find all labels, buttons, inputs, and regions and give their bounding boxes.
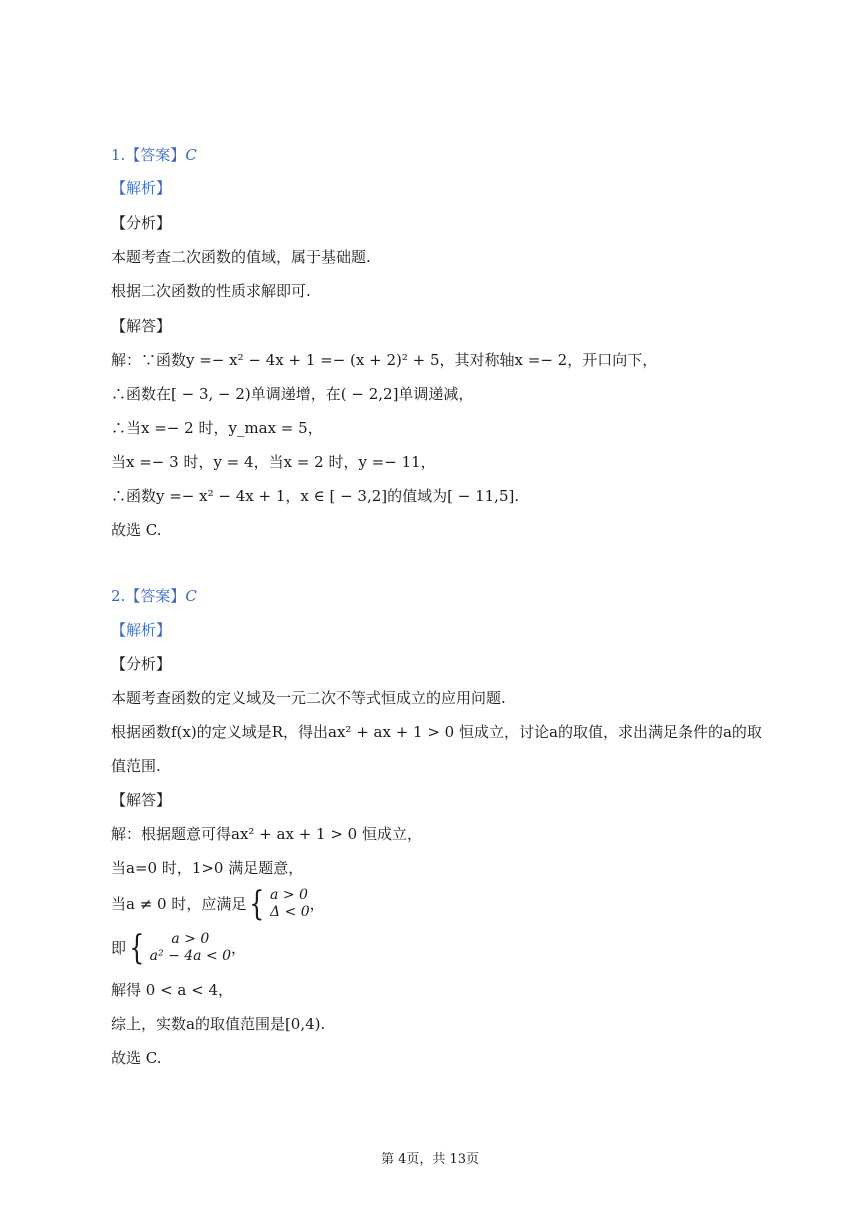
q2-system [150, 931, 231, 965]
q2-jieda-heading: 【解答】 [111, 791, 172, 809]
q2-solution-line6: 综上，实数a的取值范围是[0,4). [111, 1015, 326, 1033]
q1-solution-line4: 当x =− 3 时，y = 4，当x = 2 时，y =− 11， [111, 453, 436, 471]
q2-answer-head: 2.【答案】 [111, 587, 186, 605]
q2-solution-line5: 解得 0 < a < 4， [111, 981, 234, 999]
q1-solution-line2: ∴函数在[ − 3, − 2)单调递增，在( − 2,2]单调递减， [111, 385, 474, 403]
q2-answer [111, 585, 820, 607]
q2-fenxi-line2: 根据函数f(x)的定义域是R，得出ax² + ax + 1 > 0 恒成立，讨论a的取值，求出满足条件的a的取 [111, 723, 762, 741]
q2-fenxi-line1: 本题考查函数的定义域及一元二次不等式恒成立的应用问题. [111, 689, 506, 707]
q2-condition-system [270, 887, 310, 921]
q2-system-b: a² − 4a < 0 [149, 948, 232, 964]
q2-condition-b: Δ < 0 [270, 904, 310, 920]
q1-answer [111, 144, 820, 166]
q2-system-a: a > 0 [171, 931, 210, 947]
q2-solution-line4 [111, 928, 820, 968]
q2-condition-tail: ， [309, 895, 325, 913]
q2-solution-line3 [111, 884, 820, 924]
left-brace-icon: { [249, 884, 265, 924]
q2-solution-line1: 解：根据题意可得ax² + ax + 1 > 0 恒成立， [111, 825, 422, 843]
q2-system-block [111, 928, 247, 968]
q2-solution-line2: 当a=0 时，1>0 满足题意， [111, 859, 304, 877]
q2-fenxi-heading: 【分析】 [111, 655, 172, 673]
q2-jiexi-heading: 【解析】 [111, 621, 172, 639]
q1-solution-line1: 解：∵函数y =− x² − 4x + 1 =− (x + 2)² + 5，其对称轴x =− 2，开口向下， [111, 351, 658, 369]
q1-jieda-heading: 【解答】 [111, 317, 172, 335]
q1-jiexi-heading: 【解析】 [111, 179, 172, 197]
q1-answer-value: C [185, 146, 197, 164]
q1-fenxi-heading: 【分析】 [111, 214, 172, 232]
q1-answer-head: 1.【答案】 [111, 146, 186, 164]
q2-system-tail: ， [231, 939, 247, 957]
q2-condition-prefix: 当a ≠ 0 时，应满足 [111, 895, 247, 913]
q2-conclusion: 故选 C. [111, 1049, 162, 1067]
q1-fenxi-line1: 本题考查二次函数的值域，属于基础题. [111, 248, 371, 266]
q2-fenxi-line3: 值范围. [111, 757, 161, 775]
q1-conclusion: 故选 C. [111, 521, 162, 539]
page-footer: 第 4页，共 13页 [380, 1152, 480, 1167]
left-brace-icon: { [129, 928, 145, 968]
q2-answer-value: C [185, 587, 197, 605]
q1-solution-line3: ∴当x =− 2 时，y_max = 5， [111, 419, 323, 437]
q2-condition-block [111, 884, 325, 924]
q2-system-prefix: 即 [111, 939, 127, 957]
q2-condition-a: a > 0 [270, 887, 308, 903]
q1-fenxi-line2: 根据二次函数的性质求解即可. [111, 282, 311, 300]
q1-solution-line5: ∴函数y =− x² − 4x + 1，x ∈ [ − 3,2]的值域为[ − 11,5]. [111, 487, 520, 505]
